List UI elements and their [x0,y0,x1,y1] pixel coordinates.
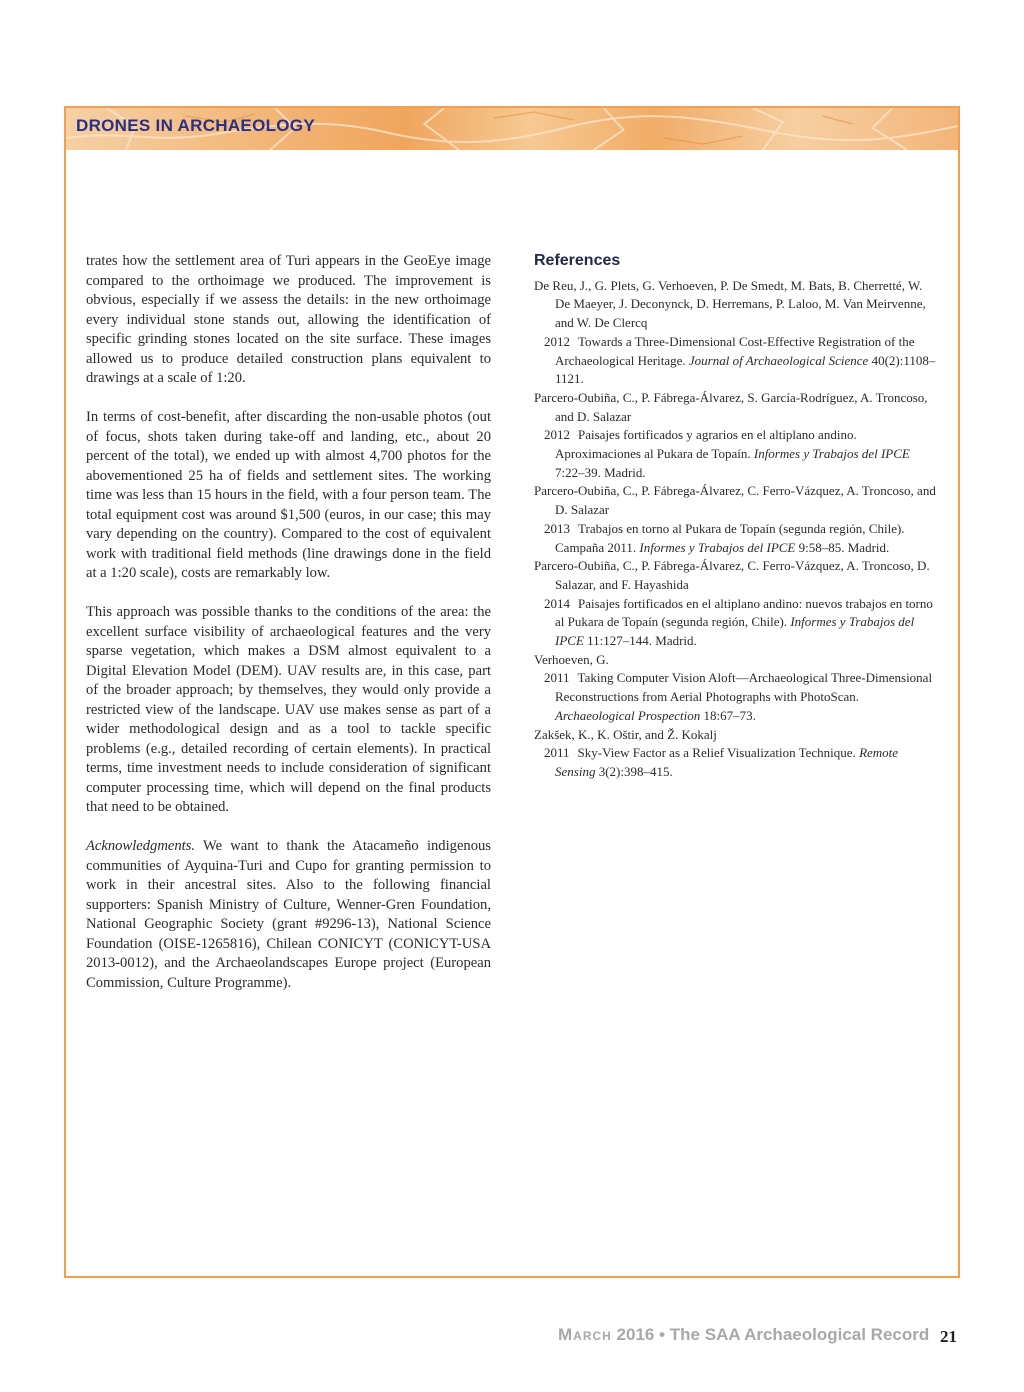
acknowledgments-paragraph [86,837,491,993]
reference-authors: Zakšek, K., K. Oštir, and Ž. Kokalj [534,726,717,742]
reference-entry [534,595,938,651]
footer-month: March [558,1325,612,1344]
reference-year: 2011 [544,745,570,761]
reference-title: Paisajes fortificados y agrarios en el altiplano andino. Aproximaciones al Pukara de Topaín. [555,427,857,462]
reference-authors: De Reu, J., G. Plets, G. Verhoeven, P. De Smedt, M. Bats, B. Cherretté, W. De Maeyer, J. Deconynck, D. Herremans, P. Laloo, M. Van Meirvenne, and W. De Clercq [534,277,926,331]
page-footer [558,1325,929,1345]
reference-title: Taking Computer Vision Aloft—Archaeological Three-Dimensional Reconstructions from Aerial Photographs with PhotoScan. [555,670,933,705]
reference-citation: 3(2):398–415. [595,763,673,779]
reference-authors: Parcero-Oubiña, C., P. Fábrega-Álvarez, C. Ferro-Vázquez, A. Troncoso, D. Salazar, and F. Hayashida [534,558,930,592]
body-paragraph: This approach was possible thanks to the conditions of the area: the excellent surface visibility of archaeological features and the very sparse vegetation, which makes a DSM almost equivalent to a Digital Elevation Model (DEM). UAV results are, in this case, part of the broader approach; by themselves, they would only provide a restricted view of the landscape. UAV use makes sense as part of a wider methodological design and as a tool to tackle specific problems (e.g., detailed recording of certain elements). In practical terms, time investment needs to include consideration of significant computer processing time, which will depend on the final products that need to be obtained. [86,604,491,815]
footer-separator: • [654,1325,670,1344]
footer-publication: The SAA Archaeological Record [669,1325,930,1344]
reference-citation: 9:58–85. Madrid. [795,539,890,555]
reference-title: Towards a Three-Dimensional Cost-Effective Registration of the Archaeological Heritage. [555,333,915,368]
reference-citation: 18:67–73. [700,707,756,723]
reference-journal: Informes y Trabajos del IPCE [753,446,910,462]
section-title: DRONES IN ARCHAEOLOGY [76,116,315,135]
reference-journal: Journal of Archaeological Science [688,352,869,368]
reference-year: 2014 [544,595,570,611]
reference-entry [534,333,938,389]
reference-year: 2012 [544,333,570,349]
acknowledgments-label: Acknowledgments. [86,838,196,854]
reference-authors: Parcero-Oubiña, C., P. Fábrega-Álvarez, C. Ferro-Vázquez, A. Troncoso, and D. Salazar [534,483,936,518]
body-paragraph: In terms of cost-benefit, after discarding the non-usable photos (out of focus, shots taken during take-off and landing, etc., about 20 percent of the total), we ended up with almost 4,700 photos for the abovementioned 25 ha of fields and settlement sites. The working time was less than 15 hours in the field, with a four person team. The total equipment cost was around $1,500 (euros, in our case; this may vary depending on the country). Compared to the cost of equivalent work with traditional field methods (line drawings done in the field at a 1:20 scale), costs are remarkably low. [86,409,491,581]
reference-title: Paisajes fortificados en el altiplano andino: nuevos trabajos en torno al Pukara de Topaín (segunda región, Chile). [555,595,933,630]
acknowledgments-text: We want to thank the Atacameño indigenous communities of Ayquina-Turi and Cupo for granting permission to work in their ancestral sites. Also to the following financial supporters: Spanish Ministry of Culture, Wenner-Gren Foundation, National Geographic Society (grant #9296-13), National Science Foundation (OISE-1265816), Chilean CONICYT (CONICYT-USA 2013-0012), and the Archaeolandscapes Europe project (European Commission, Culture Programme). [86,838,491,991]
section-banner [66,108,958,150]
reference-citation: 11:127–144. Madrid. [583,633,697,649]
reference-title: Sky-View Factor as a Relief Visualization Technique. [577,745,860,761]
reference-authors: Verhoeven, G. [534,651,609,667]
reference-entry [534,520,938,557]
references-column [534,252,938,782]
reference-year: 2013 [544,520,570,536]
body-text-column [86,252,491,1013]
reference-journal: Informes y Trabajos del IPCE [555,614,915,649]
reference-authors: Parcero-Oubiña, C., P. Fábrega-Álvarez, S. García-Rodríguez, A. Troncoso, and D. Salazar [534,389,928,424]
reference-title: Trabajos en torno al Pukara de Topaín (segunda región, Chile). Campaña 2011. [555,520,905,555]
reference-journal: Informes y Trabajos del IPCE [639,539,796,555]
reference-entry [534,426,938,482]
references-heading: References [534,252,621,269]
reference-year: 2012 [544,427,570,443]
reference-journal: Archaeological Prospection [555,707,701,723]
reference-year: 2011 [544,670,570,686]
body-paragraph: trates how the settlement area of Turi appears in the GeoEye image compared to the orthoimage we produced. The improvement is obvious, especially if we assess the details: in the new orthoimage every individual stone stands out, allowing the identification of specific grinding stones located on the site surface. These images allowed us to produce detailed construction plans equivalent to drawings at a scale of 1:20. [86,253,491,386]
reference-entry [534,744,938,781]
reference-citation: 40(2):1108–1121. [555,352,936,387]
reference-citation: 7:22–39. Madrid. [555,464,646,480]
footer-year: 2016 [611,1325,655,1344]
reference-entry [534,669,938,725]
page-number: 21 [940,1327,957,1346]
reference-journal: Remote Sensing [555,745,899,779]
